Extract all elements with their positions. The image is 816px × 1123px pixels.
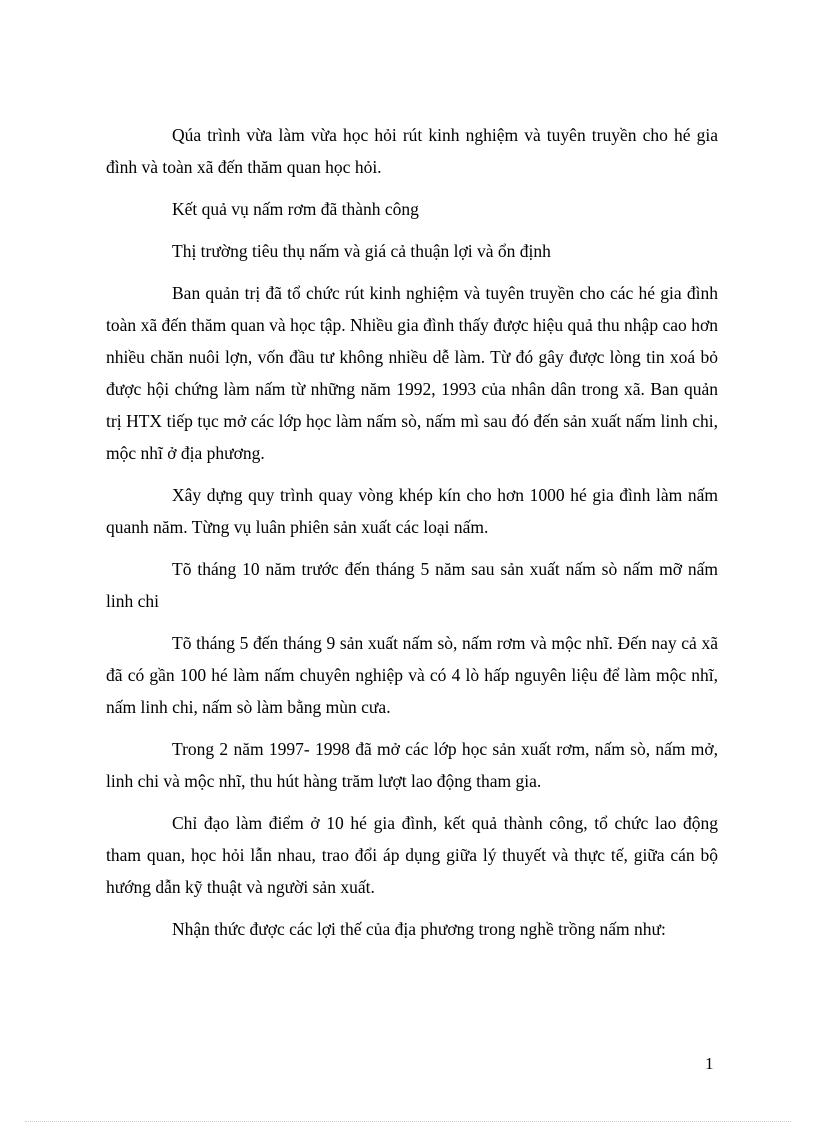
document-body xyxy=(106,119,718,955)
page-bottom-divider xyxy=(25,1121,791,1122)
paragraph: Chỉ đạo làm điểm ở 10 hé gia đình, kết quả thành công, tổ chức lao động tham quan, học hỏi lẫn nhau, trao đổi áp dụng giữa lý thuyết và thực tế, giữa cán bộ hướng dẫn kỹ thuật và người sản xuất. xyxy=(106,813,718,897)
page-number: 1 xyxy=(705,1054,714,1073)
paragraph: Trong 2 năm 1997- 1998 đã mở các lớp học sản xuất rơm, nấm sò, nấm mở, linh chi và mộc nhĩ, thu hút hàng trăm lượt lao động tham gia. xyxy=(106,739,718,791)
paragraph: Qúa trình vừa làm vừa học hỏi rút kinh nghiệm và tuyên truyền cho hé gia đình và toàn xã đến thăm quan học hỏi. xyxy=(106,125,718,177)
paragraph: Tõ tháng 5 đến tháng 9 sản xuất nấm sò, nấm rơm và mộc nhĩ. Đến nay cả xã đã có gần 100 hé làm nấm chuyên nghiệp và có 4 lò hấp nguyên liệu để làm mộc nhĩ, nấm linh chi, nấm sò làm bằng mùn cưa. xyxy=(106,633,718,717)
paragraph: Tõ tháng 10 năm trước đến tháng 5 năm sau sản xuất nấm sò nấm mỡ nấm linh chi xyxy=(106,559,718,611)
paragraph: Xây dựng quy trình quay vòng khép kín cho hơn 1000 hé gia đình làm nấm quanh năm. Từng vụ luân phiên sản xuất các loại nấm. xyxy=(106,485,718,537)
paragraph: Ban quản trị đã tổ chức rút kinh nghiệm và tuyên truyền cho các hé gia đình toàn xã đến thăm quan và học tập. Nhiều gia đình thấy được hiệu quả thu nhập cao hơn nhiều chăn nuôi lợn, vốn đầu tư không nhiều dễ làm. Từ đó gây được lòng tin xoá bỏ được hội chứng làm nấm từ những năm 1992, 1993 của nhân dân trong xã. Ban quản trị HTX tiếp tục mở các lớp học làm nấm sò, nấm mì sau đó đến sản xuất nấm linh chi, mộc nhĩ ở địa phương. xyxy=(106,283,718,463)
paragraph: Nhận thức được các lợi thế của địa phương trong nghề trồng nấm như: xyxy=(172,919,666,939)
paragraph: Thị trường tiêu thụ nấm và giá cả thuận lợi và ổn định xyxy=(172,241,551,261)
paragraph: Kết quả vụ nấm rơm đã thành công xyxy=(172,199,419,219)
